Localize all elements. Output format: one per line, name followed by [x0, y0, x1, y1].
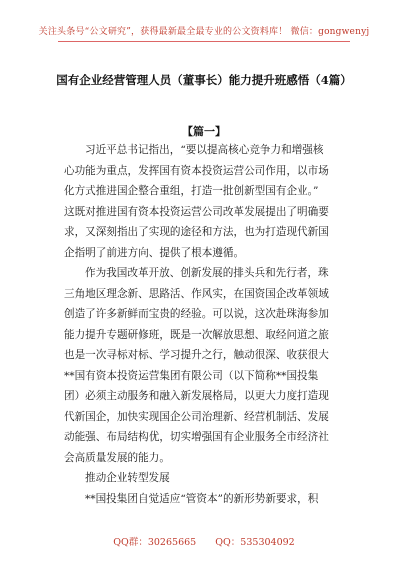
document-body	[64, 140, 348, 509]
text-line: 这既对推进国有资本投资运营公司改革发展提出了明确要	[64, 205, 329, 218]
document-title: 国有企业经营管理人员（董事长）能力提升班感悟（4篇）	[56, 73, 352, 87]
text-line: 创造了许多新鲜而宝贵的经验。可以说，这次赴珠海参加	[64, 308, 329, 320]
footer-qq-group: QQ群：30265665	[113, 537, 197, 548]
section-title: 【篇一】	[182, 125, 226, 138]
text-line: 心功能为重点，发挥国有资本投资运营公司作用，以市场	[64, 164, 329, 177]
text-line: 能力提升专题研修班，既是一次解放思想、取经问道之旅	[64, 328, 329, 341]
text-line: 作为我国改革开放、创新发展的排头兵和先行者，珠	[85, 267, 329, 279]
footer-qq: QQ：535304092	[215, 537, 295, 548]
text-line: 求，又深刻指出了实现的途径和方法，也为打造现代新国	[64, 226, 329, 238]
text-line: 也是一次寻标对标、学习提升之行，触动很深、收获很大	[64, 349, 329, 361]
footer-contact	[0, 534, 408, 548]
text-line: 三角地区理念新、思路活、作风实，在国资国企改革领域	[64, 287, 329, 300]
text-line: 动能强、布局结构优，切实增强国有企业服务全市经济社	[64, 431, 329, 443]
text-line: 会高质量发展的能力。	[64, 451, 170, 464]
text-line: **国投集团自觉适应“管资本”的新形势新要求，积	[85, 492, 319, 505]
text-line: 代新国企，加快实现国企公司治理新、经营机制活、发展	[64, 410, 329, 423]
subheading-line: 推动企业转型发展	[85, 472, 170, 484]
text-line: 团）必须主动服务和融入新发展格局，以更大力度打造现	[64, 390, 329, 402]
text-line: **国有资本投资运营集团有限公司（以下简称**国投集	[64, 369, 319, 382]
text-line: 化方式推进国企整合重组，打造一批创新型国有企业。”	[64, 185, 319, 197]
text-line: 习近平总书记指出，“要以提高核心竞争力和增强核	[85, 144, 324, 156]
header-divider	[58, 41, 350, 42]
header-banner: 关注头条号“公文研究”，获得最新最全最专业的公文资料库！ 微信：gongwenyj	[38, 27, 370, 37]
text-line: 企指明了前进方向、提供了根本遵循。	[64, 246, 245, 259]
